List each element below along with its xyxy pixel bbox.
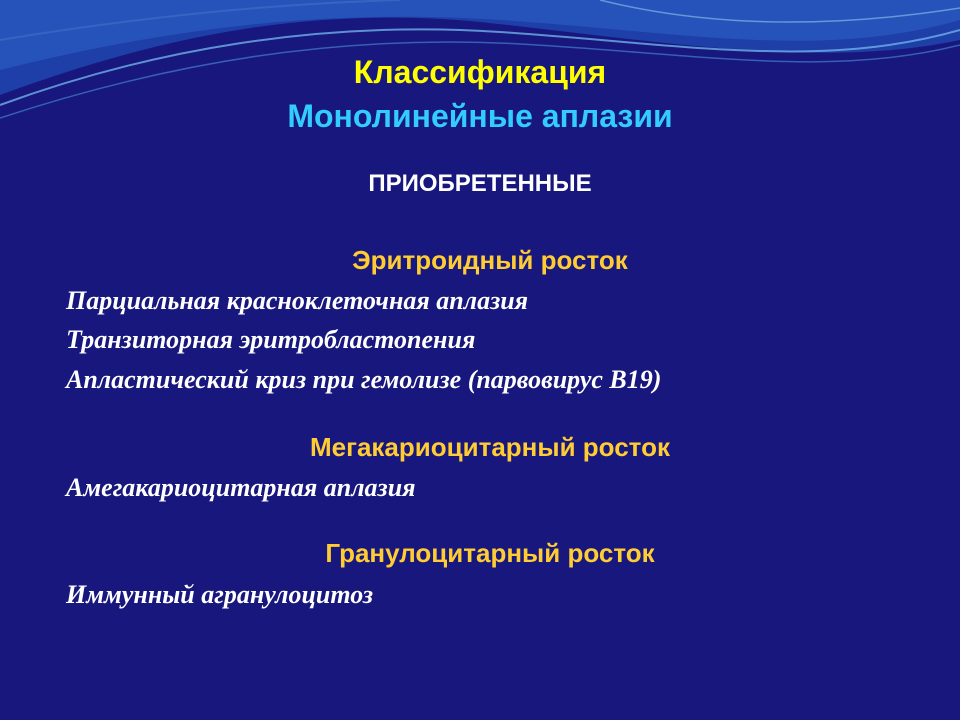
section-heading-erythroid: Эритроидный росток [352, 245, 628, 275]
subtitle: ПРИОБРЕТЕННЫЕ [368, 170, 592, 197]
slide-title: Классификация [353, 54, 607, 90]
list-item: Иммунный агранулоцитоз [66, 580, 374, 609]
slide-title-second-line: Монолинейные аплазии [287, 98, 673, 134]
section-heading-megakaryocytic: Мегакариоцитарный росток [310, 432, 670, 462]
list-item: Транзиторная эритробластопения [66, 325, 476, 354]
section-heading-granulocytic: Гранулоцитарный росток [325, 538, 655, 568]
list-item: Парциальная красноклеточная аплазия [66, 286, 529, 315]
list-item: Амегакариоцитарная аплазия [66, 473, 416, 502]
list-item: Апластический криз при гемолизе (парвовирус B19) [66, 365, 662, 394]
